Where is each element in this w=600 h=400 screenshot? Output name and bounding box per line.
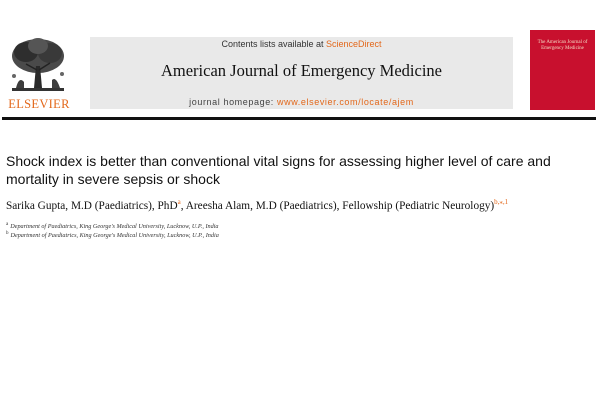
journal-cover-thumbnail[interactable] [530, 30, 595, 110]
journal-banner [90, 37, 513, 109]
author-1[interactable]: Sarika Gupta, M.D (Paediatrics), PhD [6, 200, 178, 212]
journal-title[interactable]: American Journal of Emergency Medicine [160, 61, 442, 80]
author-1-affil-marker[interactable]: a [177, 198, 181, 207]
contents-prefix: Contents lists available at [221, 39, 327, 49]
affiliation-b [6, 231, 526, 239]
author-list [6, 200, 600, 212]
author-separator: , [180, 200, 186, 212]
homepage-prefix: journal homepage: [189, 97, 277, 107]
header-rule [2, 117, 596, 120]
affiliation-marker: a [6, 222, 9, 227]
sciencedirect-link[interactable]: ScienceDirect [326, 39, 382, 49]
cover-title: The American Journal of Emergency Medicine [537, 40, 588, 51]
homepage-line [90, 97, 513, 107]
homepage-link[interactable]: www.elsevier.com/locate/ajem [277, 97, 414, 107]
affiliation-text: Department of Paediatrics, King George's Medical University, Lucknow, U.P., India [10, 232, 219, 240]
article-title: Shock index is better than conventional vital signs for assessing higher level of care and mortality in severe sepsis or shock [6, 153, 551, 187]
elsevier-tree-logo-icon [6, 36, 70, 96]
contents-line [90, 39, 513, 49]
journal-header [0, 0, 600, 122]
affiliation-a [6, 222, 526, 230]
publisher-wordmark: ELSEVIER [8, 97, 70, 111]
author-2[interactable]: Areesha Alam, M.D (Paediatrics), Fellowship (Pediatric Neurology) [185, 200, 495, 212]
author-2-affil-marker[interactable]: b,⁎,1 [494, 198, 509, 207]
affiliation-text: Department of Paediatrics, King George's Medical University, Lucknow, U.P., India [10, 223, 219, 231]
affiliation-marker: b [6, 231, 9, 236]
publisher-logo[interactable] [4, 36, 72, 110]
